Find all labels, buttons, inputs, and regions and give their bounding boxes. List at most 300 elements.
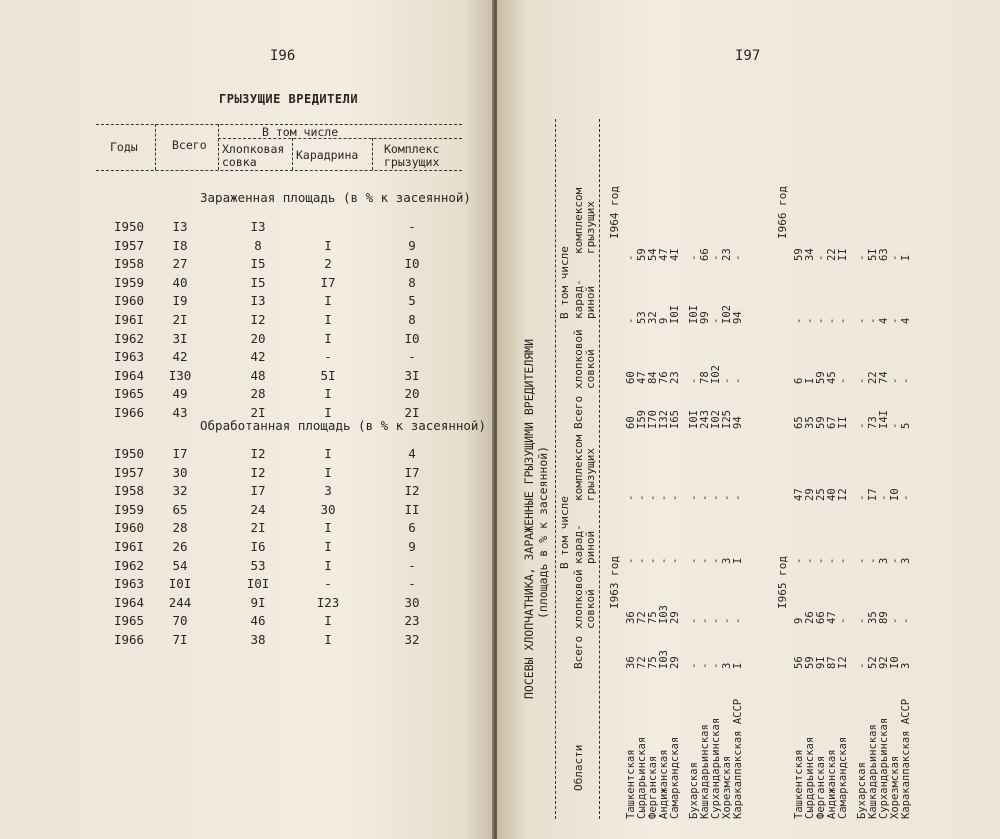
table-cell: 45 [826, 371, 838, 384]
table-cell: 244 [168, 594, 192, 610]
right-table-title: ПОСЕВЫ ХЛОПЧАТНИКА, ЗАРАЖЕННЫЕ ГРЫЗУЩИМИ ВРЕДИТЕЛЯМИ [522, 338, 536, 699]
table-cell: I [324, 539, 332, 554]
table-cell: I96I [113, 539, 145, 554]
table-cell: - [710, 662, 722, 669]
table-cell: 23 [721, 248, 733, 261]
table-cell: I [732, 557, 744, 564]
table-row [0, 539, 494, 557]
table-cell: - [324, 576, 332, 592]
table-cell: 29 [669, 656, 681, 669]
table-cell: - [889, 377, 901, 384]
table-row [0, 219, 494, 237]
table-cell: 20 [250, 330, 266, 346]
header-complex-64: комплексом [572, 187, 585, 254]
table-cell: 9 [408, 539, 416, 554]
table-cell: - [837, 317, 849, 324]
table-cell: 8 [254, 237, 262, 253]
table-cell: - [688, 494, 700, 501]
region-name: Ферганская [815, 755, 827, 819]
table-row [0, 256, 494, 274]
table-cell: 59 [636, 248, 648, 261]
table-cell: 59 [815, 371, 827, 384]
table-cell: 5 [900, 422, 912, 429]
table-cell: - [688, 377, 700, 384]
table-cell: 60 [625, 416, 637, 429]
table-cell: I0I [688, 410, 700, 429]
table-cell: 48 [250, 367, 266, 383]
table-cell: 3 [324, 483, 332, 499]
table-cell: 92 [878, 656, 890, 669]
table-cell: I [804, 377, 816, 384]
table-cell: 24 [250, 501, 266, 517]
table-cell: - [688, 617, 700, 624]
table-cell: - [793, 317, 805, 324]
region-name: Ташкентская [793, 749, 805, 819]
table-row [0, 275, 494, 293]
table-cell: - [856, 317, 868, 324]
table-cell: 26 [804, 611, 816, 624]
table-cell: - [837, 377, 849, 384]
table-cell: 46 [250, 613, 266, 629]
table-cell: - [688, 557, 700, 564]
table-cell: 35 [804, 416, 816, 429]
table-cell: 76 [658, 371, 670, 384]
table-row [0, 502, 494, 520]
table-cell: I02 [710, 365, 722, 384]
header-cotton-63: хлопковой [572, 569, 585, 629]
table-cell: 66 [815, 611, 827, 624]
table-cell: I7 [867, 488, 879, 501]
table-cell: - [804, 557, 816, 564]
table-cell: - [889, 254, 901, 261]
table-cell: I950 [113, 446, 145, 461]
table-cell: 49 [172, 386, 188, 402]
header-total: Всего [172, 138, 207, 152]
header-incl-64: В том числе [558, 246, 571, 319]
region-name: Бухарская [688, 762, 700, 819]
table-cell: 26 [172, 539, 188, 554]
table-cell: I3 [250, 293, 266, 309]
table-cell: - [710, 494, 722, 501]
table-cell: I959 [113, 274, 145, 290]
table-cell: - [647, 557, 659, 564]
table-cell: 22 [867, 371, 879, 384]
table-cell: I3 [250, 219, 266, 234]
region-name: Ферганская [647, 755, 659, 819]
table-cell: I [732, 662, 744, 669]
table-cell: - [721, 494, 733, 501]
table-cell: 38 [250, 632, 266, 647]
table-cell: - [658, 557, 670, 564]
table-cell: I950 [113, 219, 145, 234]
table-cell: 4 [408, 446, 416, 461]
table-cell: 3 [721, 662, 733, 669]
table-cell: I23 [316, 594, 340, 610]
table-cell: 8 [408, 274, 416, 290]
table-cell: I7 [320, 274, 336, 290]
table-cell: - [636, 557, 648, 564]
table-cell: 47 [826, 611, 838, 624]
table-row [0, 558, 494, 576]
table-cell: 6 [793, 377, 805, 384]
table-cell: I4I [878, 410, 890, 429]
table-row [0, 483, 494, 501]
table-cell: I7 [172, 446, 188, 461]
table-cell: 72 [636, 656, 648, 669]
table-cell: I65 [669, 410, 681, 429]
header-cotton-2: совка [222, 155, 257, 169]
table-cell: - [889, 617, 901, 624]
page-right [497, 0, 1000, 839]
table-cell: 9I [815, 656, 827, 669]
table-cell: I957 [113, 237, 145, 253]
table-cell: I965 [113, 613, 145, 629]
header-karad2-64: риной [584, 285, 597, 319]
region-name: Бухарская [856, 762, 868, 819]
table-cell: I7 [250, 483, 266, 499]
table-cell: I963 [113, 349, 145, 365]
table-cell: I957 [113, 464, 145, 480]
table-row [0, 632, 494, 650]
year-1964-label: I964 год [608, 186, 621, 239]
table-cell: - [856, 662, 868, 669]
table-cell: - [815, 254, 827, 261]
table-cell: - [889, 557, 901, 564]
table-cell: 53 [636, 311, 648, 324]
table-cell: - [732, 254, 744, 261]
table-cell: - [710, 617, 722, 624]
table-cell: I965 [113, 386, 145, 402]
table-cell: 63 [878, 248, 890, 261]
table-cell: I59 [636, 410, 648, 429]
table-cell: - [688, 254, 700, 261]
table-cell: - [732, 494, 744, 501]
table-cell: I [324, 405, 332, 420]
page-number-right: I97 [735, 48, 761, 64]
table-cell: - [889, 317, 901, 324]
table-cell: 5 [408, 293, 416, 309]
table-cell: - [669, 557, 681, 564]
table-cell: 29 [669, 611, 681, 624]
header-karad-63: карад- [572, 524, 585, 564]
table-cell: - [856, 377, 868, 384]
table-row [0, 613, 494, 631]
table-cell: I [324, 386, 332, 402]
header-regions: Области [572, 744, 585, 791]
table-cell: 43 [172, 405, 188, 420]
table-cell: 23 [669, 371, 681, 384]
table-cell: 89 [878, 611, 890, 624]
table-cell: I [324, 312, 332, 327]
table-cell: I0I [246, 576, 270, 592]
table-cell: 59 [815, 416, 827, 429]
table-cell: 25 [815, 488, 827, 501]
table-cell: - [625, 557, 637, 564]
section-infected-title: Зараженная площадь (в % к засеянной) [200, 190, 471, 205]
table-cell: 36 [625, 656, 637, 669]
table-cell: I0 [404, 256, 420, 272]
table-cell: 65 [793, 416, 805, 429]
table-cell: 9 [408, 237, 416, 253]
table-cell: 3I [404, 367, 420, 383]
table-row [0, 238, 494, 256]
table-cell: 99 [699, 311, 711, 324]
table-cell: - [625, 317, 637, 324]
table-cell: 3I [172, 330, 188, 346]
table-cell: 53 [250, 557, 266, 573]
table-cell: 78 [699, 371, 711, 384]
table-cell: 47 [636, 371, 648, 384]
table-cell: 35 [867, 611, 879, 624]
table-cell: - [856, 557, 868, 564]
table-cell: - [699, 557, 711, 564]
table-cell: I960 [113, 293, 145, 309]
header-karadrina: Карадрина [296, 148, 359, 162]
table-cell: - [710, 557, 722, 564]
table-cell: 54 [172, 557, 188, 573]
table-cell: - [408, 349, 416, 365]
table-cell: - [408, 219, 416, 234]
table-cell: 3 [878, 557, 890, 564]
table-cell: I6 [250, 539, 266, 554]
table-cell: 3 [721, 557, 733, 564]
table-cell: 47 [793, 488, 805, 501]
table-cell: - [669, 494, 681, 501]
table-cell: 60 [625, 371, 637, 384]
table-cell: I [900, 254, 912, 261]
table-cell: 66 [699, 248, 711, 261]
table-cell: 6 [408, 520, 416, 536]
region-name: Сырдарьинская [636, 736, 648, 819]
year-1963-label: I963 год [608, 556, 621, 609]
table-cell: 4 [900, 317, 912, 324]
rotated-table [515, 100, 1000, 819]
table-cell: I2 [404, 483, 420, 499]
table-cell: II [837, 248, 849, 261]
table-cell: 5I [867, 248, 879, 261]
table-cell: I [324, 293, 332, 309]
table-cell: 84 [647, 371, 659, 384]
table-cell: 23 [404, 613, 420, 629]
table-cell: 59 [793, 248, 805, 261]
table-cell: 74 [878, 371, 890, 384]
table-row [0, 446, 494, 464]
table-cell: 2I [250, 405, 266, 420]
table-cell: I30 [168, 367, 192, 383]
table-cell: 34 [804, 248, 816, 261]
header-total-64: Всего [572, 395, 585, 429]
right-rule-top [555, 119, 556, 819]
table-cell: 2I [250, 520, 266, 536]
table-cell: 65 [172, 501, 188, 517]
table-cell: I962 [113, 330, 145, 346]
right-table-subtitle: (площадь в % к засеянной) [536, 445, 550, 619]
table-cell: - [721, 377, 733, 384]
table-cell: 75 [647, 656, 659, 669]
table-cell: I964 [113, 367, 145, 383]
table-cell: - [793, 557, 805, 564]
table-cell: - [625, 254, 637, 261]
table-row [0, 368, 494, 386]
header-complex-2: грызущих [384, 155, 440, 169]
table-cell: 2 [324, 256, 332, 272]
table-cell: I964 [113, 594, 145, 610]
region-name: Самаркандская [837, 736, 849, 819]
table-row [0, 465, 494, 483]
table-cell: I959 [113, 501, 145, 517]
table-cell: 75 [647, 611, 659, 624]
table-cell: - [889, 422, 901, 429]
table-cell: 70 [172, 613, 188, 629]
table-cell: I5 [250, 274, 266, 290]
table-cell: - [900, 377, 912, 384]
table-cell: II [404, 501, 420, 517]
table-title-left: ГРЫЗУЩИЕ ВРЕДИТЕЛИ [219, 92, 359, 106]
header-divider [218, 124, 219, 170]
table-cell: I958 [113, 483, 145, 499]
header-incl-63: В том числе [558, 496, 571, 569]
table-cell: - [856, 422, 868, 429]
region-name: Самаркандская [669, 736, 681, 819]
table-cell: 56 [793, 656, 805, 669]
table-cell: - [837, 617, 849, 624]
region-name: Сырдарьинская [804, 736, 816, 819]
table-cell: 87 [826, 656, 838, 669]
table-cell: - [699, 617, 711, 624]
right-rule-bottom [599, 119, 600, 819]
table-cell: - [826, 317, 838, 324]
table-row [0, 312, 494, 330]
table-cell: 42 [250, 349, 266, 365]
table-cell: I [324, 446, 332, 461]
table-cell: I2 [250, 312, 266, 327]
table-cell: 59 [804, 656, 816, 669]
table-cell: 30 [172, 464, 188, 480]
table-cell: I [324, 520, 332, 536]
table-cell: - [804, 317, 816, 324]
table-cell: I02 [710, 410, 722, 429]
table-cell: I02 [721, 305, 733, 324]
table-cell: 94 [732, 311, 744, 324]
table-cell: I [324, 330, 332, 346]
table-cell: 9 [658, 317, 670, 324]
page-left [0, 0, 494, 839]
table-cell: I [324, 632, 332, 647]
table-cell: I70 [647, 410, 659, 429]
table-cell: 32 [647, 311, 659, 324]
header-divider [372, 138, 373, 170]
header-cotton2-64: совкой [584, 349, 597, 389]
table-cell: I0I [688, 305, 700, 324]
table-cell: - [867, 317, 879, 324]
table-cell: - [856, 494, 868, 501]
table-cell: - [647, 494, 659, 501]
table-cell: 8 [408, 312, 416, 327]
table-cell: - [721, 617, 733, 624]
table-cell: I [324, 237, 332, 253]
table-cell: - [658, 494, 670, 501]
table-cell: 3 [900, 557, 912, 564]
table-cell: I2 [250, 446, 266, 461]
table-cell: I0 [404, 330, 420, 346]
table-cell: 28 [250, 386, 266, 402]
table-cell: - [699, 662, 711, 669]
header-cotton2-63: совкой [584, 589, 597, 629]
header-divider [155, 124, 156, 170]
table-cell: 32 [404, 632, 420, 647]
table-cell: II [837, 416, 849, 429]
table-cell: - [837, 557, 849, 564]
table-cell: 27 [172, 256, 188, 272]
table-cell: 67 [826, 416, 838, 429]
table-cell: - [732, 617, 744, 624]
header-cotton-64: хлопковой [572, 329, 585, 389]
table-cell: 3 [900, 662, 912, 669]
table-row [0, 595, 494, 613]
table-cell: 9I [250, 594, 266, 610]
header-rule-bottom [96, 170, 462, 171]
table-cell: I03 [658, 650, 670, 669]
table-cell: I7 [404, 464, 420, 480]
table-cell: - [856, 254, 868, 261]
table-cell: I32 [658, 410, 670, 429]
section-treated-title: Обработанная площадь (в % к засеянной) [200, 418, 486, 433]
region-name: Андижанская [826, 749, 838, 819]
header-karad-64: карад- [572, 279, 585, 319]
table-cell: I8 [172, 237, 188, 253]
table-cell: - [636, 494, 648, 501]
table-cell: - [408, 557, 416, 573]
table-cell: I [324, 464, 332, 480]
table-cell: I5 [250, 256, 266, 272]
table-cell: - [699, 494, 711, 501]
region-name: Андижанская [658, 749, 670, 819]
table-cell: I [324, 557, 332, 573]
table-cell: 72 [636, 611, 648, 624]
table-cell: 243 [699, 410, 711, 429]
header-complex2-64: грызущих [584, 201, 597, 254]
header-total-63: Всего [572, 635, 585, 669]
table-cell: I9 [172, 293, 188, 309]
table-cell: I03 [658, 605, 670, 624]
table-row [0, 349, 494, 367]
table-cell: 29 [804, 488, 816, 501]
page-number-left: I96 [270, 48, 296, 64]
header-years: Годы [110, 140, 138, 154]
table-cell: I963 [113, 576, 145, 592]
table-cell: 30 [404, 594, 420, 610]
table-cell: 47 [658, 248, 670, 261]
table-cell: - [625, 494, 637, 501]
table-cell: I0I [168, 576, 192, 592]
table-cell: - [826, 557, 838, 564]
header-incl: В том числе [262, 125, 339, 139]
table-cell: - [710, 254, 722, 261]
table-cell: I0 [889, 488, 901, 501]
table-cell: I0I [669, 305, 681, 324]
table-cell: 42 [172, 349, 188, 365]
header-divider [292, 138, 293, 170]
table-cell: I96I [113, 312, 145, 327]
header-complex2-63: грызущих [584, 448, 597, 501]
table-cell: I966 [113, 405, 145, 420]
table-cell: - [900, 617, 912, 624]
table-cell: 52 [867, 656, 879, 669]
region-name: Сурхандарьинская [710, 717, 722, 819]
table-cell: - [688, 662, 700, 669]
table-cell: 4I [669, 248, 681, 261]
region-name: Сурхандарьинская [878, 717, 890, 819]
